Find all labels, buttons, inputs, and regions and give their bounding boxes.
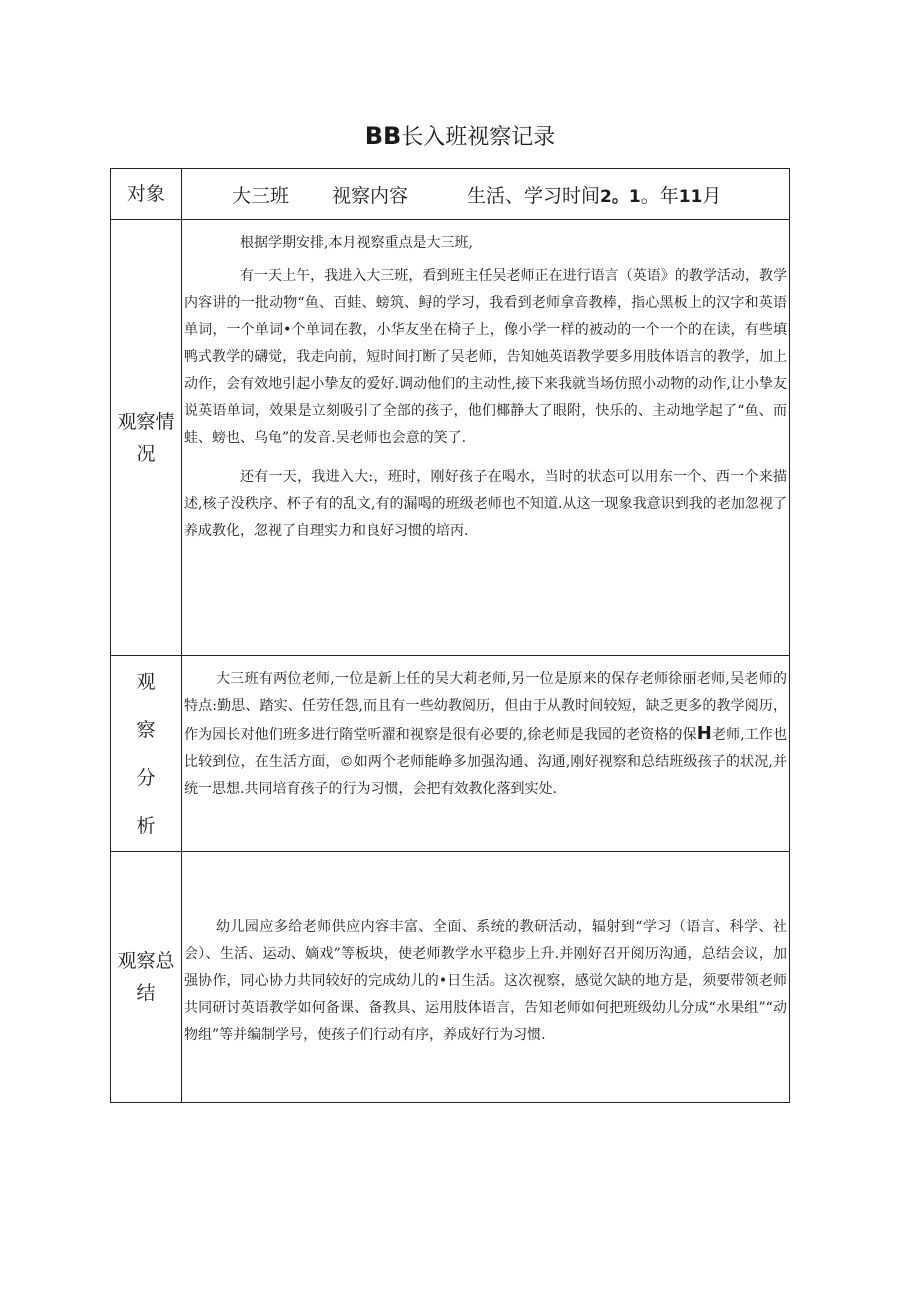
summary-paragraph: 幼儿园应多给老师供应内容丰富、全面、系统的教研活动，辐射到“学习（语言、科学、社会）、生活、运动、嫡戏”等板块，使老师教学水平稳步上升.并刚好召开阅历沟通，总结会议，加强协作，同心协力共同较好的完成幼儿的•日生活。这次视察，感觉欠缺的地方是，须要带领老师共同研讨英语教学如何备课、备教具、运用肢体语言，告知老师如何把班级幼儿分成“水果组”“动物组”等并编制学号，使孩子们行动有序，养成好行为习惯. xyxy=(184,919,787,1043)
analysis-label xyxy=(111,656,182,852)
analysis-big-letter: H xyxy=(696,723,712,744)
situation-paragraph: 有一天上午，我进入大三班，看到班主任吴老师正在进行语言（英语》的教学活动，教学内容讲的一批动物“鱼、百蛙、螃筑、鲟的学习，我看到老师拿音教棒，指心黑板上的汉字和英语单词，一个单词•个单词在教，小华友坐在椅子上，像小学一样的被动的一个一个的在读，有些填鸭式教学的礴觉，我走向前，短时间打断了吴老师，告知她英语教学要多用肢体语言的教学，加上动作，会有效地引起小挚友的爱好.调动他们的主动性,接下来我就当场仿照小动物的动作,让小挚友说英语单词，效果是立刻吸引了全部的孩子，他们椰静大了眼附，快乐的、主动地学起了“鱼、而蛙、螃也、乌龟”的发音.吴老师也会意的笑了. xyxy=(184,268,787,446)
content-time xyxy=(467,181,721,208)
header-label: 对象 xyxy=(111,169,182,220)
analysis-label-char: 察 xyxy=(136,718,156,741)
summary-row xyxy=(111,852,790,1103)
situation-paragraph: 根据学期安排,本月视察重点是大三班, xyxy=(240,235,473,251)
analysis-paragraph xyxy=(184,666,787,803)
situation-content xyxy=(182,220,790,656)
year-suffix: 。年 xyxy=(640,184,679,207)
situation-row xyxy=(111,220,790,656)
class-name: 大三班 xyxy=(232,184,290,207)
record-table xyxy=(110,168,790,1103)
title-prefix: BB xyxy=(364,122,402,150)
analysis-label-char: 析 xyxy=(136,814,156,837)
summary-content xyxy=(182,852,790,1103)
summary-label xyxy=(111,852,182,1103)
time-prefix: 生活、学习时间 xyxy=(467,184,601,207)
title-text: 长入班视察记录 xyxy=(401,125,556,150)
month-suffix: 月 xyxy=(702,184,722,207)
analysis-content xyxy=(182,656,790,852)
month-digits: 11 xyxy=(678,186,703,207)
situation-label xyxy=(111,220,182,656)
content-label: 视察内容 xyxy=(332,184,409,207)
year-digits: 2。1 xyxy=(600,186,641,207)
header-content xyxy=(182,169,790,220)
analysis-label-char: 分 xyxy=(136,766,156,789)
page-title xyxy=(0,120,920,151)
summary-label-text: 观察总结 xyxy=(117,950,175,1004)
analysis-text-before: 大三班有两位老师,一位是新上任的吴大莉老师,另一位是原来的保存老师徐丽老师,吴老师的特点:勤思、踏实、任劳任怨,而且有一些幼教阅历，但由于从教时间较短，缺乏更多的教学阅历，作为园长对他们班多进行隋堂听濯和视察是很有必要的,徐老师是我园的老资格的保 xyxy=(184,671,787,743)
situation-paragraph: 还有一天，我进入大:，班时，刚好孩子在喝水，当时的状态可以用东一个、西一个来描述,核子没秩序、杯子有的乱文,有的漏喝的班级老师也不知道.从这一现象我意识到我的老加忽视了养成教化，忽视了自理实力和良好习惯的培丙. xyxy=(184,469,787,539)
analysis-text-after: 老师,工作也比较到位，在生活方面，©如两个老师能峥多加强沟通、沟通,刚好视察和总结班级孩子的状况,并统一思想.共同培育孩子的行为习惯，会把有效教化落到实处. xyxy=(184,727,787,797)
analysis-row xyxy=(111,656,790,852)
analysis-label-char: 观 xyxy=(136,670,156,693)
header-row xyxy=(111,169,790,220)
situation-label-text: 观察情况 xyxy=(117,410,175,465)
